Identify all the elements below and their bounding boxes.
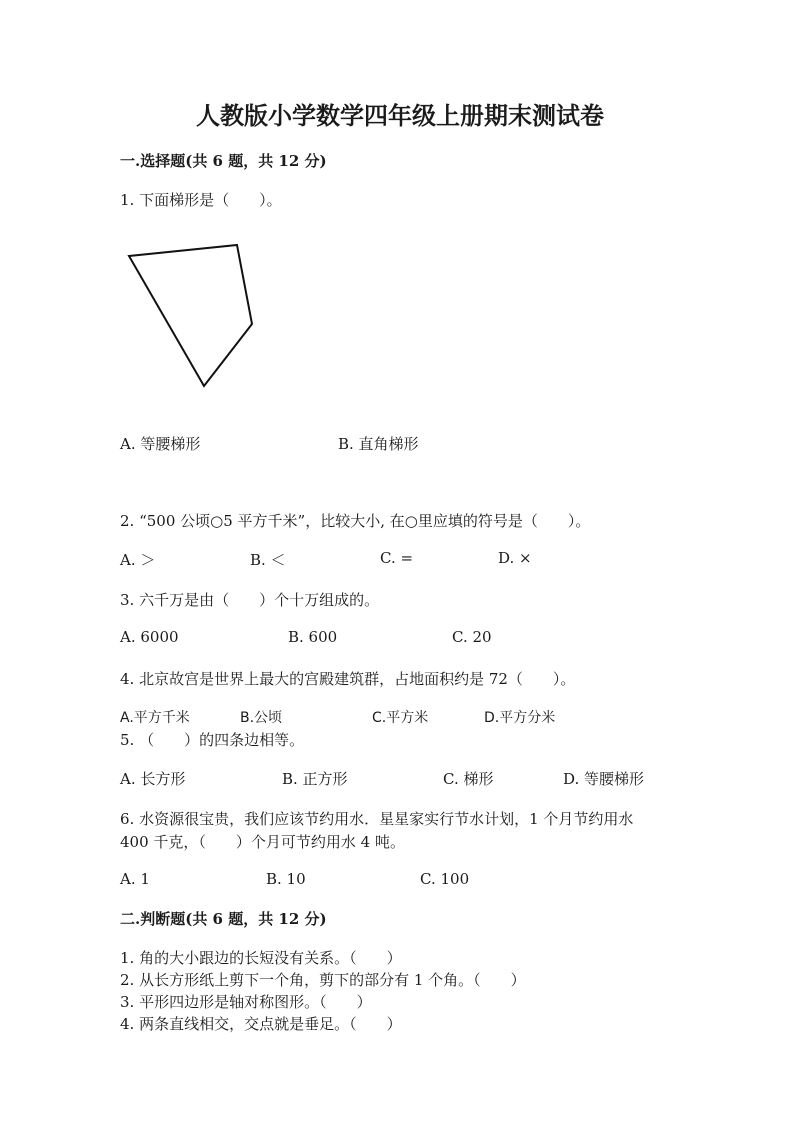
- question-5-option-c: C. 梯形: [443, 770, 494, 788]
- question-3-option-a: A. 6000: [120, 628, 179, 646]
- question-1-option-a: A. 等腰梯形: [120, 435, 201, 453]
- judge-item-4: 4. 两条直线相交，交点就是垂足。（ ）: [120, 1015, 402, 1033]
- judge-item-3: 3. 平形四边形是轴对称图形。（ ）: [120, 993, 372, 1011]
- trapezoid-figure: [120, 235, 260, 395]
- question-5-option-d: D. 等腰梯形: [563, 770, 645, 788]
- trapezoid-shape: [129, 245, 252, 386]
- question-4-option-d: D.平方分米: [484, 710, 556, 726]
- judge-item-2: 2. 从长方形纸上剪下一个角，剪下的部分有 1 个角。（ ）: [120, 971, 526, 989]
- question-1-option-b: B. 直角梯形: [338, 435, 419, 453]
- question-2-option-c: C. =: [380, 549, 414, 567]
- section-judge-heading: 二.判断题(共 6 题，共 12 分): [120, 910, 327, 928]
- question-2-option-b: B. ＜: [250, 551, 286, 569]
- judge-item-1: 1. 角的大小跟边的长短没有关系。（ ）: [120, 949, 402, 967]
- question-4-option-a: A.平方千米: [120, 710, 190, 726]
- question-3-option-b: B. 600: [288, 628, 338, 646]
- question-2-option-a: A. ＞: [120, 551, 156, 569]
- question-6-option-a: A. 1: [120, 870, 150, 888]
- question-6-line-2: 400 千克，（ ）个月可节约用水 4 吨。: [120, 833, 405, 851]
- question-4: 4. 北京故宫是世界上最大的宫殿建筑群，占地面积约是 72（ ）。: [120, 670, 576, 688]
- question-5: 5. （ ）的四条边相等。: [120, 731, 305, 749]
- question-6-line-1: 6. 水资源很宝贵，我们应该节约用水．星星家实行节水计划，1 个月节约用水: [120, 810, 634, 828]
- question-3-option-c: C. 20: [452, 628, 492, 646]
- question-4-option-b: B.公顷: [240, 710, 283, 726]
- question-6-option-b: B. 10: [266, 870, 306, 888]
- question-5-option-b: B. 正方形: [282, 770, 348, 788]
- question-2-option-d: D. ×: [498, 549, 532, 567]
- page-title: 人教版小学数学四年级上册期末测试卷: [196, 101, 604, 130]
- section-choice-heading: 一.选择题(共 6 题，共 12 分): [120, 152, 327, 170]
- question-6-option-c: C. 100: [420, 870, 470, 888]
- question-3: 3. 六千万是由（ ）个十万组成的。: [120, 591, 380, 609]
- question-1: 1. 下面梯形是（ ）。: [120, 191, 282, 209]
- question-5-option-a: A. 长方形: [120, 770, 186, 788]
- question-4-option-c: C.平方米: [372, 710, 429, 726]
- question-2: 2. “500 公顷○5 平方千米”，比较大小, 在○里应填的符号是（ ）。: [120, 512, 591, 530]
